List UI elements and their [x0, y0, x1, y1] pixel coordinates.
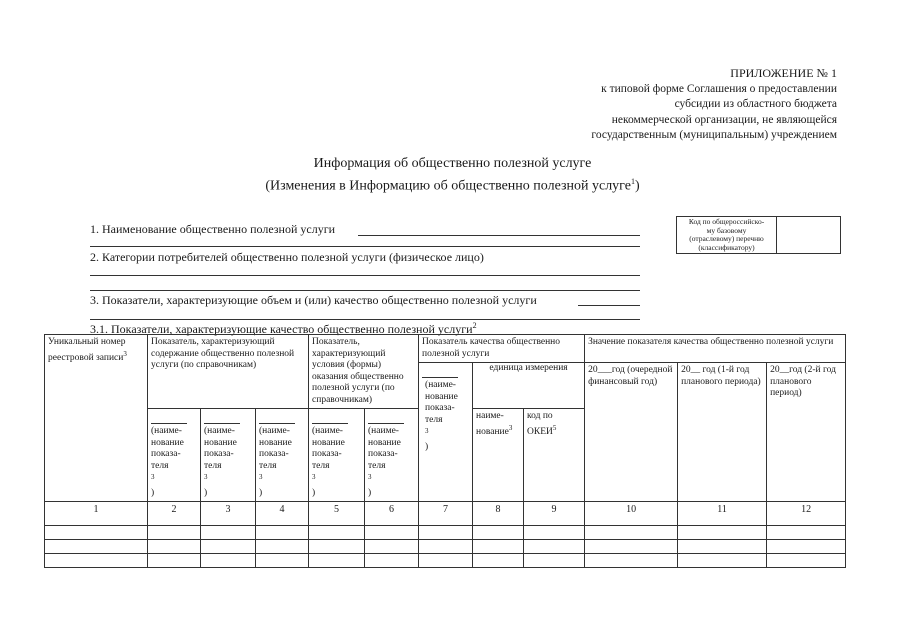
column-number: 5 — [309, 502, 365, 526]
field-service-name-line-2[interactable] — [90, 246, 640, 247]
field-indicators-line[interactable] — [578, 305, 640, 306]
classifier-code-label: Код по общероссийско- му базовому (отраслевому) перечню (классификатору) — [677, 217, 777, 254]
appendix-line-3: некоммерческой организации, не являющейся — [611, 113, 837, 126]
field-quality-indicators-label: 3.1. Показатели, характеризующие качество общественно полезной услуги$^2$ — [90, 321, 477, 336]
header-content-indicator: Показатель, характеризующий содержание общественно полезной услуги (по справочникам) — [148, 335, 309, 409]
column-number: 3 — [201, 502, 256, 526]
field-consumers-line[interactable] — [90, 275, 640, 276]
unit-okei-header: код по ОКЕИ$^5$ — [524, 409, 585, 502]
header-year-1: 20___год (очередной финансовый год) — [585, 363, 678, 502]
header-quality-name-cell — [419, 363, 473, 502]
column-number: 10 — [585, 502, 678, 526]
table-row[interactable] — [45, 540, 846, 554]
header-year-3: 20__год (2-й год планового период) — [767, 363, 846, 502]
field-service-name-label: 1. Наименование общественно полезной услуги — [90, 222, 336, 236]
appendix-line-1: к типовой форме Соглашения о предоставлении — [601, 82, 837, 95]
field-indicators-label: 3. Показатели, характеризующие объем и (или) качество общественно полезной услуги — [90, 293, 537, 307]
table-row[interactable] — [45, 526, 846, 540]
column-number: 9 — [524, 502, 585, 526]
quality-indicators-table — [44, 334, 846, 568]
header-unit: единица измерения — [473, 363, 585, 409]
column-number: 6 — [365, 502, 419, 526]
field-service-name-line[interactable] — [358, 235, 640, 236]
indicator-name-4: (наиме- нование показа- теля $^3$ ) — [256, 409, 309, 502]
column-number: 11 — [678, 502, 767, 526]
column-number: 8 — [473, 502, 524, 526]
appendix-header — [591, 66, 837, 144]
document-title-block — [0, 155, 905, 196]
table-row[interactable] — [45, 554, 846, 568]
column-number: 12 — [767, 502, 846, 526]
header-year-2: 20__ год (1-й год планового периода) — [678, 363, 767, 502]
field-indicators-line-2[interactable] — [90, 319, 640, 320]
column-number: 2 — [148, 502, 201, 526]
field-consumers-line-2[interactable] — [90, 290, 640, 291]
indicator-name-5: (наиме- нование показа- теля $^3$ ) — [309, 409, 365, 502]
header-unique-number: Уникальный номер реестровой записи$^3$ — [45, 335, 148, 502]
classifier-code-box — [676, 216, 841, 254]
indicator-name-7: (наиме- нование показа- теля $^3$ ) — [425, 380, 458, 452]
indicator-name-3: (наиме- нование показа- теля $^3$ ) — [201, 409, 256, 502]
document-subtitle: (Изменения в Информацию об общественно полезной услуге$^1$) — [265, 177, 640, 194]
header-conditions-indicator: Показатель, характеризующий условия (формы) оказания общественно полезной услуги (по справочникам) — [309, 335, 419, 409]
classifier-code-value[interactable] — [777, 217, 840, 253]
appendix-line-2: субсидии из областного бюджета — [674, 98, 837, 110]
column-number: 1 — [45, 502, 148, 526]
column-number: 7 — [419, 502, 473, 526]
column-number: 4 — [256, 502, 309, 526]
header-quality-indicator: Показатель качества общественно полезной услуги — [419, 335, 585, 363]
document-title: Информация об общественно полезной услуге — [313, 156, 592, 171]
header-indicator-value: Значение показателя качества общественно полезной услуги — [585, 335, 846, 363]
indicator-name-2: (наиме- нование показа- теля $^3$ ) — [148, 409, 201, 502]
indicator-name-6: (наиме- нование показа- теля $^3$ ) — [365, 409, 419, 502]
column-numbers-row — [45, 502, 846, 526]
table-header-row — [45, 335, 846, 363]
appendix-line-4: государственным (муниципальным) учреждением — [591, 129, 837, 141]
unit-name-header: наиме-нование$^3$ — [473, 409, 524, 502]
appendix-number: ПРИЛОЖЕНИЕ № 1 — [730, 66, 837, 80]
field-consumers-label: 2. Категории потребителей общественно полезной услуги (физическое лицо) — [90, 250, 484, 264]
